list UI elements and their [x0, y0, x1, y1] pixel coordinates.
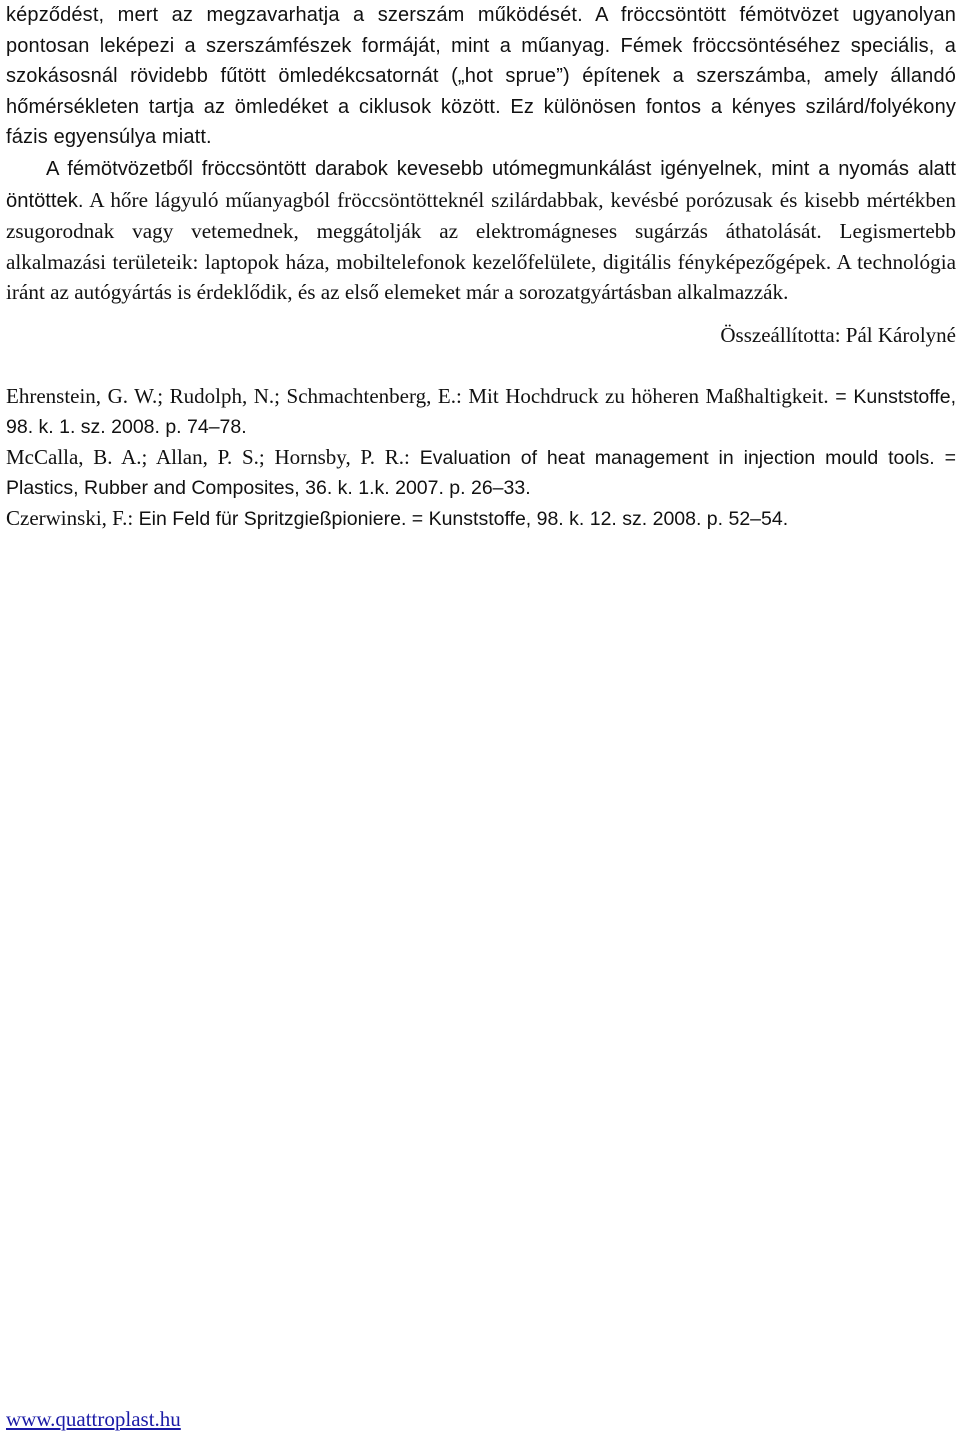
reference-source: = Kunststoffe, 98. k. 1. sz. 2008. p. 74–78.	[6, 385, 956, 439]
paragraph-2-rest: A hőre lágyuló műanyagból fröccsöntötteknél szilárdabbak, kevésbé porózusak és kisebb mértékben zsugorodnak vagy vetemednek, meggátolják az elektromágneses sugárzás áthatolását. Legismertebb alkalmazási területeik: laptopok háza, mobiltelefonok kezelőfelülete, digitális fényképezőgépek. A technológia iránt az autógyártás is érdeklődik, és az első elemeket már a sorozatgyártásban alkalmazzák.	[6, 187, 956, 305]
document-page	[6, 0, 956, 534]
reference-item	[6, 504, 956, 535]
author-signature: Összeállította: Pál Károlyné	[720, 322, 956, 347]
reference-item	[6, 443, 956, 504]
paragraph-2-lead: A fémötvözetből fröccsöntött darabok kevesebb utómegmunkálást igényelnek, mint a nyomás alatt öntöttek.	[6, 157, 956, 212]
reference-source: Ein Feld für Spritzgießpioniere. = Kunststoffe, 98. k. 12. sz. 2008. p. 52–54.	[133, 507, 789, 530]
website-link[interactable]: www.quattroplast.hu	[6, 1407, 181, 1431]
reference-authors: McCalla, B. A.; Allan, P. S.; Hornsby, P. R.:	[6, 444, 410, 469]
paragraph-1: képződést, mert az megzavarhatja a szerszám működését. A fröccsöntött fémötvözet ugyanolyan pontosan leképezi a szerszámfészek formáját, mint a műanyag. Fémek fröccsöntéséhez speciális, a szokásosnál rövidebb fűtött ömledékcsatornát („hot sprue”) építenek a szerszámba, amely állandó hőmérsékleten tartja az ömledéket a ciklusok között. Ez különösen fontos a kényes szilárd/folyékony fázis egyensúlya miatt.	[6, 4, 956, 149]
references-list	[6, 382, 956, 535]
reference-authors: Ehrenstein, G. W.; Rudolph, N.; Schmachtenberg, E.: Mit Hochdruck zu höheren Maßhaltigkeit.	[6, 383, 829, 408]
reference-item	[6, 382, 956, 443]
paragraph-2	[6, 153, 956, 308]
reference-source: Evaluation of heat management in injection mould tools. = Plastics, Rubber and Composites, 36. k. 1.k. 2007. p. 26–33.	[6, 446, 956, 500]
reference-authors: Czerwinski, F.:	[6, 505, 134, 530]
